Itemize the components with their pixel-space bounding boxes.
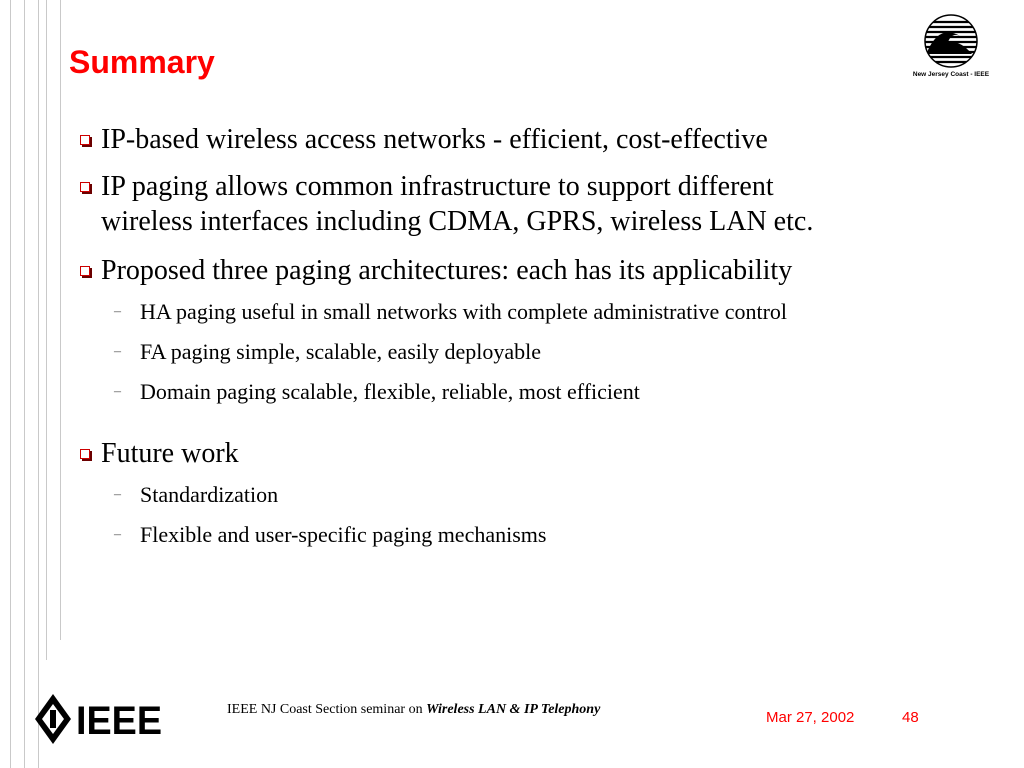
bullet-box-icon <box>80 449 90 459</box>
bullet-text-line2: wireless interfaces including CDMA, GPRS, wireless LAN etc. <box>101 206 814 237</box>
bullet-text: Proposed three paging architectures: each has its applicability <box>101 255 793 286</box>
sub-bullet <box>76 481 1016 509</box>
bullet-text: Future work <box>101 438 239 469</box>
sub-bullet-text: Standardization <box>140 482 279 507</box>
nj-coast-logo-text: New Jersey Coast - IEEE <box>912 71 990 78</box>
bullet-4 <box>76 436 1016 471</box>
bullet-text-line1: IP paging allows common infrastructure to support different <box>101 171 774 202</box>
bullet-3 <box>76 253 1016 288</box>
sub-bullet-text: HA paging useful in small networks with complete administrative control <box>140 299 788 324</box>
sub-bullet <box>76 378 1016 406</box>
dash-icon: – <box>114 384 121 399</box>
dash-icon: – <box>114 344 121 359</box>
page-number: 48 <box>902 709 919 726</box>
bullet-box-icon <box>80 182 90 192</box>
footer-seminar-title: Wireless LAN & IP Telephony <box>426 702 601 717</box>
left-rule-5 <box>60 0 61 640</box>
dash-icon: – <box>114 527 121 542</box>
left-rule-2 <box>24 0 25 768</box>
sub-bullet-text: Domain paging scalable, flexible, reliable, most efficient <box>140 379 640 404</box>
left-rule-3 <box>38 0 39 768</box>
bullet-box-icon <box>80 135 90 145</box>
slide-title: Summary <box>69 44 215 80</box>
ieee-logo-text: IEEE <box>76 699 162 743</box>
left-rule-4 <box>46 0 47 660</box>
sub-bullet <box>76 521 1016 549</box>
bullet-box-icon <box>80 266 90 276</box>
bullet-1 <box>76 122 1016 157</box>
ieee-logo <box>31 690 163 748</box>
slide-body <box>76 122 1016 549</box>
sub-bullet-text: FA paging simple, scalable, easily deployable <box>140 339 541 364</box>
bullet-2 <box>76 169 1016 239</box>
dash-icon: – <box>114 487 121 502</box>
dash-icon: – <box>114 304 121 319</box>
left-rule-1 <box>10 0 11 768</box>
sub-bullet <box>76 298 1016 326</box>
footer-prefix: IEEE NJ Coast Section seminar on <box>227 702 427 717</box>
footer-seminar <box>227 702 600 718</box>
sub-bullet <box>76 338 1016 366</box>
bullet-text: IP-based wireless access networks - efficient, cost-effective <box>101 124 768 155</box>
sub-bullet-text: Flexible and user-specific paging mechanisms <box>140 522 547 547</box>
footer-date: Mar 27, 2002 <box>766 709 855 726</box>
nj-coast-logo <box>898 14 1004 84</box>
